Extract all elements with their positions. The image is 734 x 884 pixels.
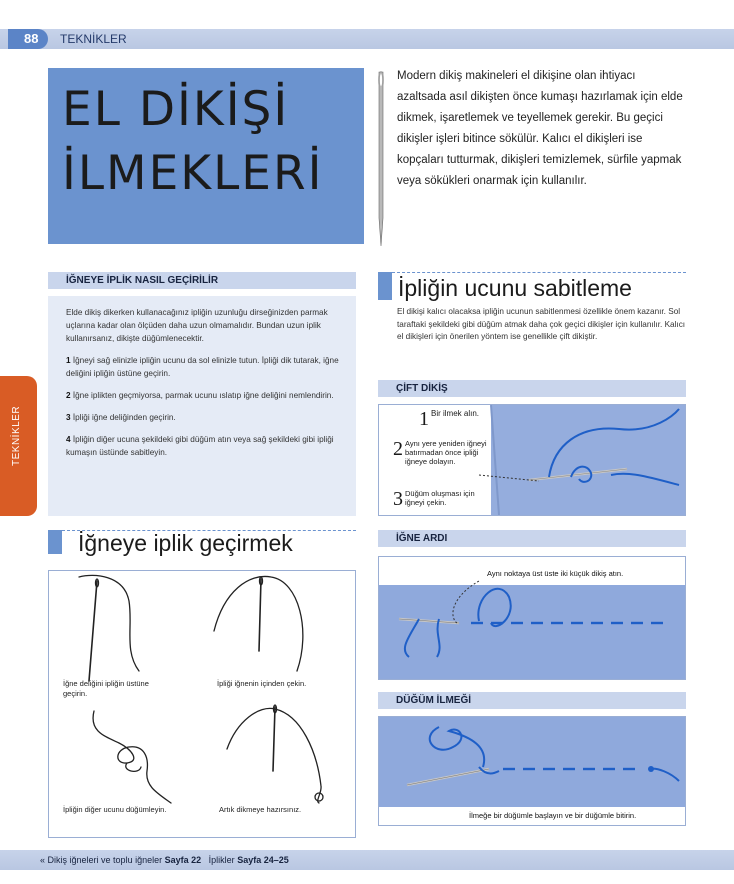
threading-drawings [49,571,355,837]
page-title-line2: İLMEKLERİ [62,146,324,201]
threading-illustrations [48,570,356,838]
threading-box-heading: İĞNEYE İPLİK NASIL GEÇİRİLİR [48,272,356,289]
needle-illustration [376,68,386,246]
page-title-line1: EL DİKİŞİ [62,82,290,137]
double-stitch-heading: ÇİFT DİKİŞ [378,380,686,397]
double-stitch-step-3: 3 Düğüm oluşması için iğneyi çekin. [393,488,475,510]
threading-caption-4: Artık dikmeye hazırsınız. [219,805,302,814]
backstitch-heading: İĞNE ARDI [378,530,686,547]
double-stitch-photo [378,404,686,516]
knot-stitch-drawing [379,717,685,825]
page-number: 88 [8,29,48,49]
header-section-title: TEKNİKLER [60,32,127,46]
knot-stitch-photo [378,716,686,826]
threading-box-intro: Elde dikiş dikerken kullanacağınız ipliğin uzunluğu dirseğinizden parmak uçlarına kadar olan ölçüden daha uzun olmamalıdır. Bundan uzun iplik kullanırsanız, dikişte düğümlenecektir. [66,308,328,343]
threading-step: 1 İğneyi sağ elinizle ipliğin ucunu da sol elinizle tutun. İpliği dik tutarak, iğne deliğini ipliğin üstüne geçirin. [66,356,339,378]
knot-stitch-caption: İlmeğe bir düğümle başlayın ve bir düğümle bitirin. [469,811,637,820]
securing-section-marker [378,272,392,300]
backstitch-caption: Aynı noktaya üst üste iki küçük dikiş atın. [487,569,624,578]
securing-section-title: İpliğin ucunu sabitleme [398,275,632,301]
backstitch-photo [378,556,686,680]
double-stitch-step-2: 2 Aynı yere yeniden iğneyi batırmadan önce ipliği iğneye dolayın. [393,438,487,466]
footer-ref-2-page[interactable]: Sayfa 24–25 [237,855,289,865]
footer-references [40,850,289,870]
securing-section-rule [392,272,686,273]
threading-step: 2 İğne iplikten geçmiyorsa, parmak ucunu ıslatıp iğne deliğini nemlendirin. [66,391,334,400]
threading-section-title: İğneye iplik geçirmek [78,530,293,556]
footer-ref-1-page[interactable]: Sayfa 22 [164,855,202,865]
side-tab-label: TEKNİKLER [11,405,22,466]
footer-ref-1[interactable]: Dikiş iğneleri ve toplu iğneler [47,855,163,865]
footer-arrow-icon: « [40,855,46,865]
threading-caption-3: İpliğin diğer ucunu düğümleyin. [63,805,167,814]
threading-box-panel [48,296,356,516]
knot-stitch-heading: DÜĞÜM İLMEĞİ [378,692,686,709]
securing-section-text: El dikişi kalıcı olacaksa ipliğin ucunun sabitlenmesi özellikle önem kazanır. Sol taraftaki şekildeki gibi düğüm atmak daha çok geçici dikişler için kullanılır. Kalıcı el dikişleri için önerilen yöntem ise genellikle çift dikiştir. [397,307,686,341]
page-title [62,78,324,206]
footer-ref-2[interactable]: İplikler [208,855,235,865]
threading-step: 3 İpliği iğne deliğinden geçirin. [66,413,176,422]
threading-caption-2: İpliği iğnenin içinden çekin. [217,679,307,688]
threading-step: 4 İpliğin diğer ucuna şekildeki gibi düğüm atın veya sağ şekildeki gibi ipliği kumaşın üstünde sabitleyin. [66,435,334,457]
threading-section-marker [48,530,62,554]
side-tab [0,376,37,516]
intro-paragraph: Modern dikiş makineleri el dikişine olan ihtiyacı azaltsada asıl dikişten önce kumaşı hazırlamak için elde dikmek, işaretlemek ve teyellemek gerekir. Bu geçici dikişler işleri bitince sökülür. Kalıcı el dikişleri ise kopçaları tutturmak, dikişleri temizlemek, sürfile yapmak veya sökükleri onarmak için kullanılır. [397,70,683,187]
double-stitch-step-1: 1 Bir ilmek alın. [419,408,480,430]
threading-caption-1: İğne deliğini ipliğin üstüne geçirin. [63,679,149,698]
